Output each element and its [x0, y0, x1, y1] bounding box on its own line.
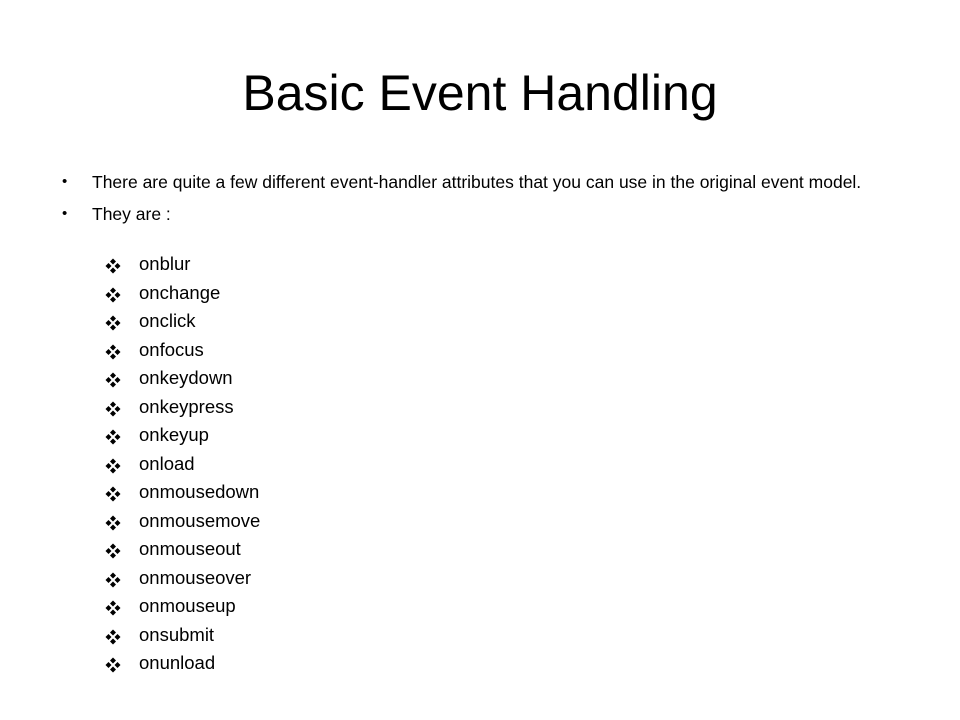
event-handler-label: onunload	[139, 652, 216, 673]
event-handler-label: onkeyup	[139, 424, 209, 445]
event-handler-label: onkeydown	[139, 367, 233, 388]
four-diamond-icon	[105, 657, 121, 673]
bullet-item	[60, 172, 900, 192]
bullet-dot-icon: •	[62, 205, 68, 222]
event-handler-item	[105, 309, 260, 338]
event-handler-item	[105, 509, 260, 538]
event-handler-label: onmouseout	[139, 538, 241, 559]
four-diamond-icon	[105, 344, 121, 360]
four-diamond-icon	[105, 287, 121, 303]
event-handler-label: onmousedown	[139, 481, 260, 502]
four-diamond-icon	[105, 258, 121, 274]
four-diamond-icon	[105, 401, 121, 417]
four-diamond-icon	[105, 515, 121, 531]
bullet-list	[60, 172, 900, 236]
bullet-item	[60, 204, 900, 224]
bullet-text: They are :	[92, 204, 171, 224]
bullet-dot-icon: •	[62, 173, 68, 190]
four-diamond-icon	[105, 543, 121, 559]
event-handler-item	[105, 480, 260, 509]
event-handler-label: onfocus	[139, 338, 204, 360]
event-handler-label: onload	[139, 452, 195, 474]
event-handler-label: onsubmit	[139, 623, 215, 645]
event-handler-item	[105, 537, 260, 566]
four-diamond-icon	[105, 600, 121, 616]
four-diamond-icon	[105, 315, 121, 331]
event-handler-label: onclick	[139, 310, 196, 331]
event-handler-item	[105, 366, 260, 395]
four-diamond-icon	[105, 372, 121, 388]
event-handler-item	[105, 651, 260, 680]
event-handler-item	[105, 423, 260, 452]
event-handler-item	[105, 623, 260, 652]
event-handler-label: onmouseup	[139, 595, 236, 616]
four-diamond-icon	[105, 629, 121, 645]
event-handler-item	[105, 338, 260, 367]
event-handler-item	[105, 594, 260, 623]
event-handler-label: onchange	[139, 281, 221, 303]
event-handler-item	[105, 566, 260, 595]
event-handler-item	[105, 452, 260, 481]
event-handler-item	[105, 395, 260, 424]
event-handler-label: onblur	[139, 253, 191, 274]
four-diamond-icon	[105, 486, 121, 502]
event-handler-list	[105, 252, 260, 680]
bullet-text: There are quite a few different event-handler attributes that you can use in the original event model.	[92, 172, 862, 192]
four-diamond-icon	[105, 458, 121, 474]
event-handler-label: onkeypress	[139, 395, 234, 417]
event-handler-item	[105, 252, 260, 281]
event-handler-label: onmouseover	[139, 566, 252, 588]
event-handler-item	[105, 281, 260, 310]
four-diamond-icon	[105, 572, 121, 588]
slide-title: Basic Event Handling	[242, 65, 718, 121]
event-handler-label: onmousemove	[139, 509, 261, 531]
four-diamond-icon	[105, 429, 121, 445]
